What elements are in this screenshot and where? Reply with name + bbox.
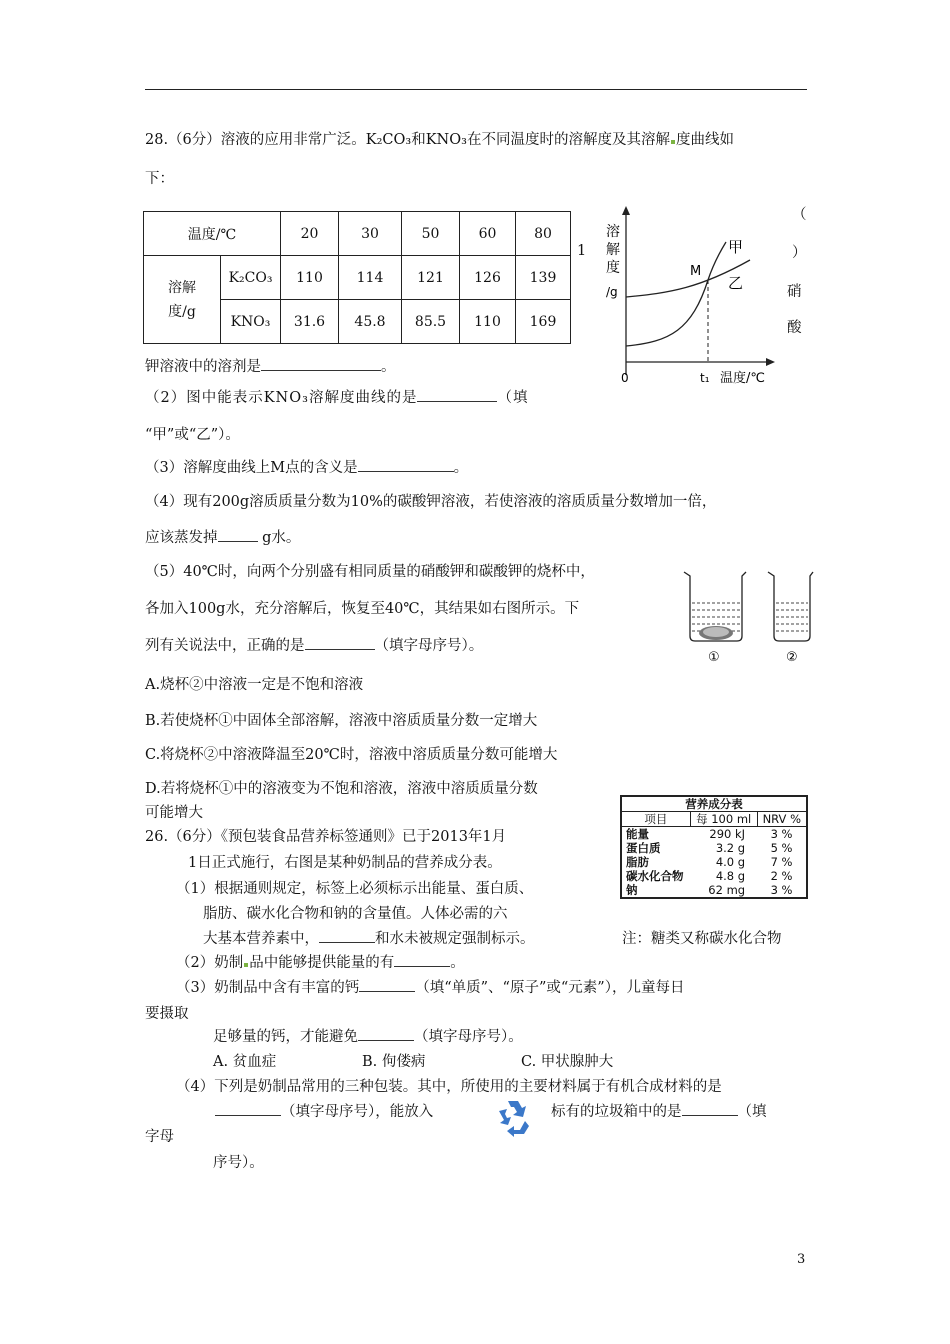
- page-number: 3: [797, 1252, 806, 1267]
- beaker-1: [684, 572, 746, 665]
- solubility-label: 溶解度/g: [144, 256, 221, 344]
- nutrition-header: 项目: [644, 812, 668, 826]
- table-row: 能量 290 kJ 3 %: [626, 827, 793, 841]
- temp-header: 温度/℃: [144, 212, 281, 256]
- option-c: C.将烧杯②中溶液降温至20℃时，溶液中溶质质量分数可能增大: [145, 747, 558, 763]
- option-d-line1: D.若将烧杯①中的溶液变为不饱和溶液，溶液中溶质质量分数: [145, 781, 538, 797]
- nutrition-title: 营养成分表: [621, 796, 807, 812]
- q28-intro-line2: 下：: [145, 171, 174, 187]
- table-row: 蛋白质 3.2 g 5 %: [626, 841, 793, 855]
- answer-blank[interactable]: [319, 941, 375, 943]
- xlabel: 温度/℃: [720, 371, 765, 386]
- curve-yi: [626, 242, 726, 346]
- row-name: K₂CO₃: [221, 256, 281, 300]
- beaker-1-label: ①: [708, 650, 720, 665]
- beakers-figure: [680, 566, 815, 671]
- solubility-graph: [600, 200, 785, 395]
- q26-s4-line2-tail: 标有的垃圾箱中的是 （填: [551, 1104, 767, 1120]
- q26-s3-opt-a: A. 贫血症: [213, 1054, 277, 1070]
- answer-blank[interactable]: [261, 369, 381, 371]
- q5-line3: 列有关说法中，正确的是 （填字母序号）。: [145, 638, 484, 654]
- value-cell: 126: [460, 256, 516, 300]
- q26-s3-opt-c: C. 甲状腺肿大: [521, 1054, 614, 1070]
- temp-cell: 60: [460, 212, 516, 256]
- table-row: [144, 256, 571, 300]
- q26-s3-line2: 要摄取: [145, 1006, 189, 1022]
- label-jia: 甲: [728, 238, 744, 256]
- q26-s4-line3: 字母: [145, 1129, 174, 1145]
- q2-line1: （2）图中能表示KNO₃溶解度曲线的是 （填: [145, 390, 529, 406]
- q26-line2: 1日正式施行，右图是某种奶制品的营养成分表。: [188, 855, 502, 871]
- table-row: 脂肪 4.0 g 7 %: [626, 855, 793, 869]
- answer-blank[interactable]: [218, 540, 258, 542]
- value-cell: 31.6: [281, 300, 339, 344]
- q26-s4-line1: （4）下列是奶制品常用的三种包装。其中，所使用的主要材料属于有机合成材料的是: [176, 1079, 722, 1095]
- row-name: KNO₃: [221, 300, 281, 344]
- nutrition-table: [620, 795, 808, 899]
- y-axis-arrow: [622, 206, 630, 215]
- value-cell: 110: [460, 300, 516, 344]
- q26-s1-line3: 大基本营养素中， 和水未被规定强制标示。: [203, 931, 535, 947]
- temp-cell: 20: [281, 212, 339, 256]
- q5-line2: 各加入100g水，充分溶解后，恢复至40℃，其结果如右图所示。下: [145, 601, 580, 617]
- nutrition-header: NRV %: [757, 812, 807, 827]
- option-d-line2: 可能增大: [145, 805, 203, 821]
- ylabel-2: 解: [606, 242, 620, 258]
- q3-line: （3）溶解度曲线上M点的含义是 。: [145, 460, 469, 476]
- nutrition-header: 每 100 ml: [690, 812, 757, 827]
- nutrition-note: 注：糖类又称碳水化合物: [622, 931, 782, 947]
- q1-side-c: 硝: [787, 284, 802, 300]
- value-cell: 110: [281, 256, 339, 300]
- ylabel-3: 度: [606, 260, 620, 276]
- answer-blank[interactable]: [215, 1114, 281, 1116]
- temp-cell: 50: [402, 212, 460, 256]
- origin-label: 0: [621, 371, 629, 385]
- beaker-2: [768, 572, 813, 665]
- q1-side-a: （: [792, 207, 807, 223]
- q26-s3-line3: 足够量的钙，才能避免 （填字母序号）。: [213, 1029, 523, 1045]
- q26-s4-line4: 序号）。: [213, 1155, 264, 1171]
- option-b: B.若使烧杯①中固体全部溶解，溶液中溶质质量分数一定增大: [145, 713, 538, 729]
- answer-blank[interactable]: [359, 990, 415, 992]
- value-cell: 121: [402, 256, 460, 300]
- q1-line: 钾溶液中的溶剂是 。: [145, 359, 396, 375]
- value-cell: 85.5: [402, 300, 460, 344]
- temp-cell: 80: [516, 212, 571, 256]
- ylabel-1: 溶: [606, 224, 620, 240]
- label-m: M: [690, 264, 702, 279]
- q2-line2: “甲”或“乙”）。: [145, 427, 240, 443]
- q26-s1-line1: （1）根据通则规定，标签上必须标示出能量、蛋白质、: [176, 881, 534, 897]
- answer-blank[interactable]: [358, 1039, 414, 1041]
- label-yi: 乙: [728, 274, 744, 292]
- header-rule: [145, 89, 807, 90]
- x-axis-arrow: [766, 358, 775, 366]
- q5-line1: （5）40℃时，向两个分别盛有相同质量的硝酸钾和碳酸钾的烧杯中，: [145, 564, 595, 580]
- value-cell: 169: [516, 300, 571, 344]
- q1-side-d: 酸: [787, 320, 802, 336]
- q1-side-b: ）: [792, 245, 807, 261]
- q26-line1: 26.（6分）《预包装食品营养标签通则》已于2013年1月: [145, 829, 507, 845]
- temp-cell: 30: [339, 212, 402, 256]
- q28-intro-line1: 28.（6分）溶液的应用非常广泛。K₂CO₃和KNO₃在不同温度时的溶解度及其溶解 度曲线如: [145, 132, 734, 148]
- ylabel-4: /g: [606, 285, 618, 299]
- q1-number: 1: [577, 243, 587, 259]
- answer-blank[interactable]: [682, 1114, 738, 1116]
- value-cell: 45.8: [339, 300, 402, 344]
- beaker-2-label: ②: [786, 650, 798, 665]
- q4-line1: （4）现有200g溶质质量分数为10%的碳酸钾溶液，若使溶液的溶质质量分数增加一倍，: [145, 494, 717, 510]
- t1-label: t₁: [700, 371, 710, 385]
- table-row: 碳水化合物 4.8 g 2 %: [626, 869, 793, 883]
- answer-blank[interactable]: [394, 965, 450, 967]
- recycle-icon: [491, 1097, 535, 1137]
- answer-blank[interactable]: [305, 648, 375, 650]
- q26-s4-line2: （填字母序号），能放入: [215, 1100, 433, 1121]
- q4-line2: 应该蒸发掉 g水。: [145, 530, 301, 546]
- table-row: [144, 212, 571, 256]
- answer-blank[interactable]: [417, 400, 497, 402]
- q26-s1-line2: 脂肪、碳水化合物和钠的含量值。人体必需的六: [203, 906, 508, 922]
- answer-blank[interactable]: [358, 470, 454, 472]
- table-row: 钠 62 mg 3 %: [626, 883, 793, 897]
- q26-s2: （2）奶制 品中能够提供能量的有 。: [176, 955, 465, 971]
- value-cell: 114: [339, 256, 402, 300]
- q26-s3-opt-b: B. 佝偻病: [362, 1054, 426, 1070]
- option-a: A.烧杯②中溶液一定是不饱和溶液: [145, 677, 364, 693]
- q26-s3-line1: （3）奶制品中含有丰富的钙 （填“单质”、“原子”或“元素”），儿童每日: [176, 980, 685, 996]
- value-cell: 139: [516, 256, 571, 300]
- solubility-table: [143, 211, 571, 344]
